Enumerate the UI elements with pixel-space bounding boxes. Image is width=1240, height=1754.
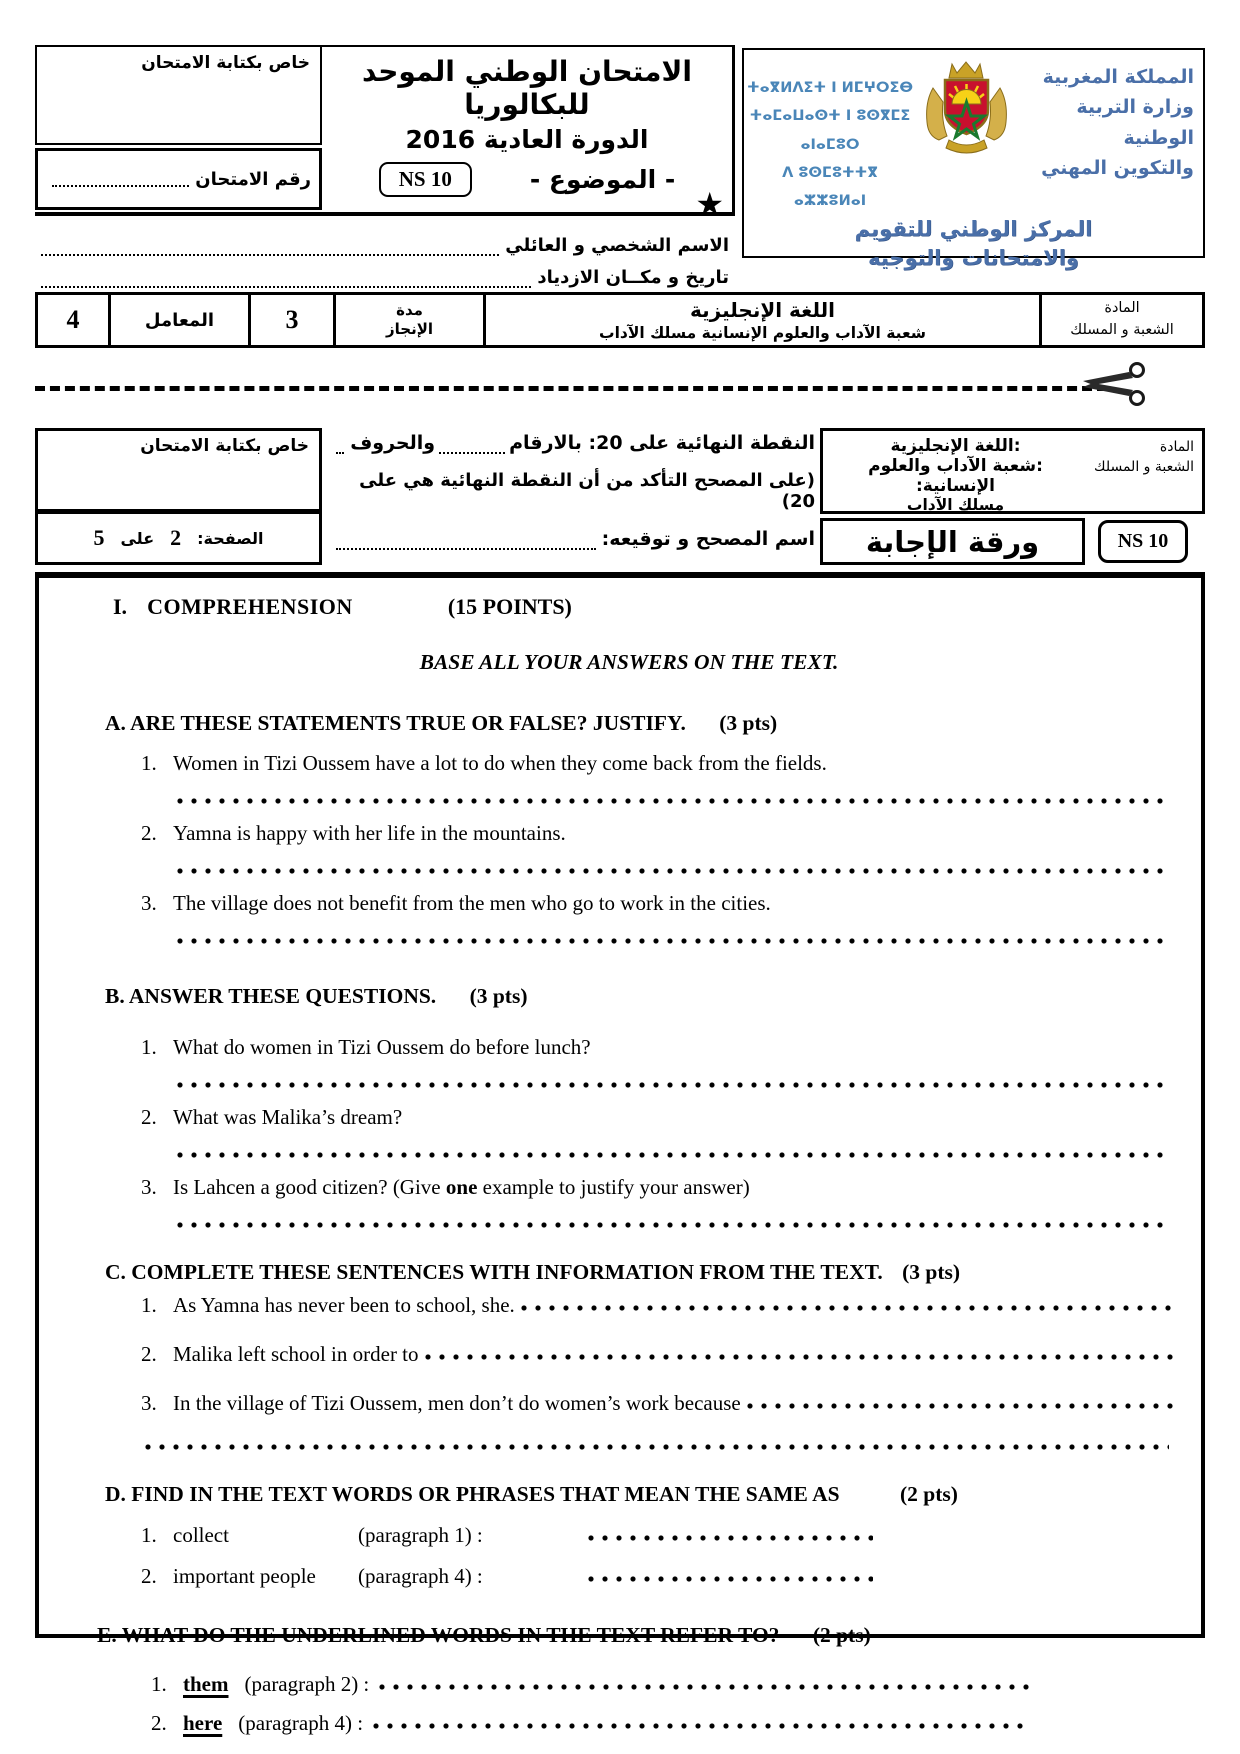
coat-of-arms-icon: [916, 58, 1016, 215]
tifinagh-text: [744, 58, 916, 215]
question-c2: [79, 1342, 1179, 1367]
question-text: In the village of Tizi Oussem, men don’t do women’s work because: [173, 1391, 741, 1415]
question-text: Yamna is happy with her life in the mountains.: [173, 821, 566, 845]
paragraph-ref: (paragraph 2) :: [244, 1672, 370, 1696]
tifinagh-line-2: ⵜⴰⵎⴰⵡⴰⵙⵜ ⵏ ⵓⵙⴳⵎⵉ ⴰⵏⴰⵎⵓⵔ: [749, 108, 911, 153]
exam-office-box-2: [35, 428, 322, 512]
section-e-title: [79, 1623, 1179, 1648]
section-d-title-text: D. FIND IN THE TEXT WORDS OR PHRASES THAT MEAN THE SAME AS: [105, 1482, 840, 1506]
question-b1: [79, 1035, 1179, 1060]
duration-label: [333, 295, 483, 345]
section-b-title-text: B. ANSWER THESE QUESTIONS.: [105, 984, 437, 1008]
candidate-birth-label: تاريخ و مكــان الازدياد: [537, 267, 729, 288]
candidate-birth-line: [41, 272, 531, 288]
question-d1: [79, 1523, 1179, 1548]
question-number: 1.: [141, 1035, 157, 1059]
subject-value-2: :اللغة الإنجليزية: [890, 436, 1021, 456]
paragraph-ref: (paragraph 4) :: [358, 1564, 483, 1588]
question-text: Malika left school in order to: [173, 1342, 419, 1366]
answer-line-b3: [177, 1220, 1163, 1230]
stream-label: الشعبة و المسلك: [1070, 322, 1174, 338]
mark-letters-label: والحروف: [350, 432, 436, 454]
section-d-title: [79, 1482, 1179, 1507]
answer-line-c2: [425, 1352, 1175, 1362]
corrector-signature-label: اسم المصحح و توقيعه:: [601, 528, 815, 550]
mark-digits-line: [439, 438, 505, 454]
question-text: What do women in Tizi Oussem do before lunch?: [173, 1035, 591, 1059]
stream-label-2: الشعبة و المسلك: [1094, 459, 1194, 475]
question-a1: [79, 751, 1179, 776]
center-name-line-1: المركز الوطني للتقويم: [854, 217, 1093, 242]
exam-office-label-2: خاص بكتابة الامتحان: [140, 436, 309, 456]
section-c-title-text: C. COMPLETE THESE SENTENCES WITH INFORMATION FROM THE TEXT.: [105, 1260, 883, 1284]
question-number: 1.: [141, 1293, 157, 1317]
exam-title: الامتحان الوطني الموحد للبكالوريا: [362, 55, 692, 121]
page-of-label: على: [120, 528, 155, 548]
ns-code-badge-2: NS 10: [1098, 520, 1188, 563]
final-mark-row: [330, 432, 815, 454]
candidate-name-row: [35, 224, 729, 256]
term-text: collect: [173, 1523, 229, 1547]
subject-box-2: [820, 428, 1205, 514]
stream-name: شعبة الآداب والعلوم الإنسانية مسلك الآداب: [599, 323, 926, 342]
question-number: 2.: [141, 1564, 157, 1588]
exam-office-box: [35, 45, 322, 145]
comprehension-heading: [113, 594, 1179, 620]
exam-number-label: رقم الامتحان: [195, 168, 311, 190]
answer-line-c1: [521, 1303, 1175, 1313]
corrector-note: (على المصحح التأكد من أن النقطة النهائية هي على 20): [359, 470, 815, 512]
topic-label: - الموضوع -: [529, 165, 676, 194]
underlined-word: here: [183, 1711, 223, 1735]
page-current: 2: [170, 525, 182, 550]
marking-area: [330, 432, 815, 565]
section-a-points: (3 pts): [719, 711, 778, 735]
subject-cell: [483, 295, 1039, 345]
answer-line-d2: [588, 1574, 873, 1584]
exam-number-row: [35, 148, 322, 210]
stream-row: [829, 456, 1194, 496]
question-a2: [79, 821, 1179, 846]
coefficient-label: المعامل: [108, 295, 248, 345]
answer-line-e1: [379, 1682, 1029, 1692]
duration-label-line-1: مدة: [396, 301, 423, 320]
answer-line-e2: [373, 1721, 1029, 1731]
term-text: important people: [173, 1564, 316, 1588]
candidate-info: [35, 212, 735, 292]
exam-title-block: [322, 45, 735, 223]
paragraph-ref: (paragraph 1) :: [358, 1523, 483, 1547]
question-text: What was Malika’s dream?: [173, 1105, 403, 1129]
question-c1: [79, 1293, 1179, 1318]
section-c-title: [79, 1260, 1179, 1285]
answer-line-c-extra: [145, 1442, 1169, 1452]
subject-stream-labels: [1039, 295, 1202, 345]
subject-name: اللغة الإنجليزية: [690, 297, 835, 322]
section-d-points: (2 pts): [899, 1482, 958, 1506]
section-e-title-text: E. WHAT DO THE UNDERLINED WORDS IN THE TEXT REFER TO?: [97, 1623, 780, 1647]
question-number: 2.: [141, 1105, 157, 1129]
ministry-line-2: والتكوين المهني: [1041, 157, 1194, 180]
track-value: مسلك الآداب: [906, 496, 1005, 514]
topic-row: [322, 162, 732, 197]
tifinagh-line-3: ⴷ ⵓⵙⵎⵓⵜⵜⴳ ⴰⵣⵣⵓⵍⴰⵏ: [782, 164, 878, 210]
duration-label-line-2: الإنجاز: [385, 320, 434, 338]
question-text: Women in Tizi Oussem have a lot to do when they come back from the fields.: [173, 751, 827, 775]
questions-area: [35, 572, 1205, 1735]
answer-line-a1: [177, 796, 1163, 806]
question-text: The village does not benefit from the men who go to work in the cities.: [173, 891, 771, 915]
question-number: 2.: [141, 1342, 157, 1366]
center-name-line-2: والامتحانات والتوجيه: [868, 245, 1079, 270]
exam-number-line: [52, 171, 189, 187]
final-mark-label: النقطة النهائية على 20: بالارقام: [509, 432, 815, 454]
mark-letters-line: [336, 438, 344, 454]
section-e-points: (2 pts): [812, 1623, 871, 1647]
ministry-line-1: وزارة التربية الوطنية: [1076, 96, 1194, 149]
ministry-text: [1016, 58, 1202, 215]
question-number: 2.: [151, 1711, 167, 1735]
page-label: الصفحة:: [197, 528, 264, 548]
question-a3: [79, 891, 1179, 916]
exam-info-table: [35, 292, 1205, 348]
question-number: 1.: [151, 1672, 167, 1696]
corrector-signature-row: [330, 528, 815, 550]
section-a-title-text: A. ARE THESE STATEMENTS TRUE OR FALSE? JUSTIFY.: [105, 711, 686, 735]
candidate-birth-row: [35, 256, 729, 288]
question-number: 3.: [141, 1175, 157, 1199]
question-b2: [79, 1105, 1179, 1130]
answer-line-d1: [588, 1533, 873, 1543]
evaluation-center-name: [744, 215, 1203, 272]
stream-value-2: :شعبة الآداب والعلوم الإنسانية:: [868, 456, 1043, 496]
tifinagh-line-1: ⵜⴰⴳⵍⴷⵉⵜ ⵏ ⵍⵎⵖⵔⵉⴱ: [746, 80, 914, 96]
question-c3: [79, 1391, 1179, 1416]
cut-dashed-line: [35, 386, 1107, 391]
question-number: 3.: [141, 1391, 157, 1415]
answer-sheet-title: ورقة الإجابة: [820, 518, 1085, 565]
duration-value: 3: [248, 295, 333, 345]
section-b-title: [79, 984, 1179, 1009]
question-number: 3.: [141, 891, 157, 915]
question-number: 2.: [141, 821, 157, 845]
coefficient-value: 4: [66, 305, 80, 334]
heading-title: COMPREHENSION: [147, 594, 353, 619]
subject-label: المادة: [1104, 300, 1140, 317]
answer-line-c3: [747, 1401, 1175, 1411]
underlined-word: them: [183, 1672, 229, 1696]
question-e1: [79, 1672, 1179, 1697]
question-number: 1.: [141, 1523, 157, 1547]
heading-points: (15 POINTS): [447, 594, 572, 619]
answer-line-a3: [177, 936, 1163, 946]
page-total: 5: [93, 525, 105, 550]
answer-line-b2: [177, 1150, 1163, 1160]
base-note: BASE ALL YOUR ANSWERS ON THE TEXT.: [419, 650, 839, 674]
question-text: As Yamna has never been to school, she.: [173, 1293, 515, 1317]
section-a-title: [79, 711, 1179, 736]
ns-code-badge: NS 10: [379, 162, 472, 197]
answer-line-b1: [177, 1080, 1163, 1090]
candidate-name-label: الاسم الشخصي و العائلي: [505, 235, 729, 256]
heading-roman: I.: [113, 594, 128, 619]
exam-office-label: خاص بكتابة الامتحان: [141, 53, 310, 73]
question-number: 1.: [141, 751, 157, 775]
scissors-icon: [1078, 360, 1148, 413]
kingdom-line: المملكة المغربية: [1042, 66, 1194, 88]
question-text: Is Lahcen a good citizen? (Give one example to justify your answer): [173, 1175, 750, 1199]
subject-label-2: المادة: [1159, 439, 1194, 455]
section-c-points: (3 pts): [902, 1260, 961, 1284]
question-e2: [79, 1711, 1179, 1736]
candidate-name-line: [41, 240, 499, 256]
section-b-points: (3 pts): [469, 984, 528, 1008]
star-icon: ★: [695, 185, 724, 223]
paragraph-ref: (paragraph 4) :: [238, 1711, 364, 1735]
subject-row: [829, 436, 1194, 456]
ministry-row: [744, 58, 1203, 215]
exam-session: الدورة العادية 2016: [405, 125, 649, 154]
question-b3: [79, 1175, 1179, 1200]
question-d2: [79, 1564, 1179, 1589]
ministry-header: [742, 48, 1205, 270]
answer-line-a2: [177, 866, 1163, 876]
page-number-box: [35, 512, 322, 565]
corrector-signature-line: [336, 534, 596, 550]
